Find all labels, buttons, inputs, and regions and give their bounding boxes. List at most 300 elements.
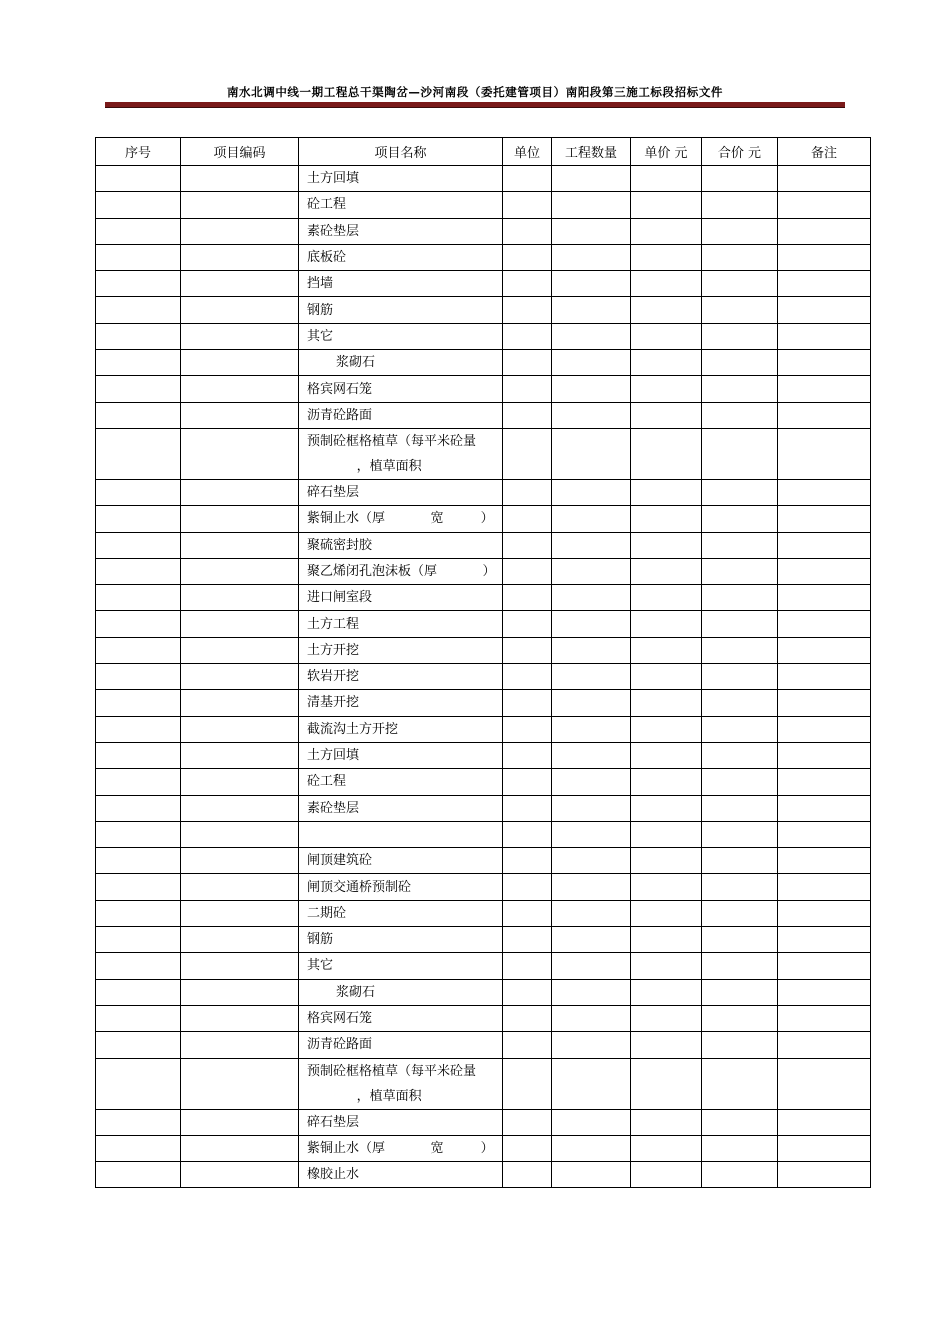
cell-index — [96, 402, 181, 428]
cell-remarks — [778, 979, 871, 1005]
cell-unit-price — [631, 402, 702, 428]
cell-total-price — [702, 350, 778, 376]
cell-remarks — [778, 506, 871, 532]
cell-unit — [503, 611, 552, 637]
page-header — [105, 84, 845, 108]
cell-unit-price — [631, 1162, 702, 1188]
cell-code — [181, 479, 299, 505]
cell-unit — [503, 769, 552, 795]
cell-quantity — [552, 323, 631, 349]
cell-code — [181, 192, 299, 218]
cell-unit — [503, 1032, 552, 1058]
cell-code — [181, 716, 299, 742]
cell-code — [181, 953, 299, 979]
cell-unit — [503, 192, 552, 218]
cell-quantity — [552, 297, 631, 323]
cell-name: 土方回填 — [299, 166, 503, 192]
cell-name: 其它 — [299, 953, 503, 979]
cell-index — [96, 742, 181, 768]
cell-unit — [503, 874, 552, 900]
cell-name — [299, 821, 503, 847]
cell-index — [96, 297, 181, 323]
cell-name: 钢筋 — [299, 297, 503, 323]
cell-total-price — [702, 979, 778, 1005]
cell-unit — [503, 637, 552, 663]
cell-unit-price — [631, 428, 702, 479]
cell-quantity — [552, 428, 631, 479]
cell-remarks — [778, 900, 871, 926]
cell-total-price — [702, 218, 778, 244]
cell-unit — [503, 927, 552, 953]
cell-index — [96, 1058, 181, 1109]
cell-unit-price — [631, 795, 702, 821]
cell-index — [96, 350, 181, 376]
table-row — [96, 927, 871, 953]
cell-unit-price — [631, 192, 702, 218]
cell-code — [181, 848, 299, 874]
cell-remarks — [778, 271, 871, 297]
column-header-code: 项目编码 — [181, 138, 299, 166]
cell-name: 其它 — [299, 323, 503, 349]
cell-unit-price — [631, 979, 702, 1005]
cell-remarks — [778, 927, 871, 953]
cell-remarks — [778, 192, 871, 218]
cell-quantity — [552, 479, 631, 505]
cell-name: 碎石垫层 — [299, 1109, 503, 1135]
cell-code — [181, 1109, 299, 1135]
cell-index — [96, 795, 181, 821]
cell-total-price — [702, 927, 778, 953]
cell-unit-price — [631, 1109, 702, 1135]
cell-code — [181, 558, 299, 584]
cell-remarks — [778, 1005, 871, 1031]
cell-total-price — [702, 821, 778, 847]
cell-total-price — [702, 900, 778, 926]
cell-code — [181, 428, 299, 479]
table-row — [96, 1162, 871, 1188]
cell-remarks — [778, 1032, 871, 1058]
cell-total-price — [702, 664, 778, 690]
cell-name: 格宾网石笼 — [299, 1005, 503, 1031]
cell-quantity — [552, 821, 631, 847]
cell-quantity — [552, 979, 631, 1005]
column-header-total-price: 合价 元 — [702, 138, 778, 166]
cell-total-price — [702, 428, 778, 479]
cell-quantity — [552, 585, 631, 611]
cell-unit-price — [631, 558, 702, 584]
cell-name: 素砼垫层 — [299, 218, 503, 244]
cell-name: 预制砼框格植草（每平米砼量 ，植草面积 — [299, 428, 503, 479]
cell-unit-price — [631, 690, 702, 716]
cell-code — [181, 297, 299, 323]
cell-unit — [503, 558, 552, 584]
cell-index — [96, 769, 181, 795]
cell-code — [181, 532, 299, 558]
cell-total-price — [702, 611, 778, 637]
cell-name: 土方开挖 — [299, 637, 503, 663]
cell-unit-price — [631, 532, 702, 558]
column-header-unit: 单位 — [503, 138, 552, 166]
cell-index — [96, 1109, 181, 1135]
cell-unit-price — [631, 953, 702, 979]
table-row — [96, 874, 871, 900]
document-title: 南水北调中线一期工程总干渠陶岔—沙河南段（委托建管项目）南阳段第三施工标段招标文件 — [226, 85, 724, 99]
cell-index — [96, 244, 181, 270]
table-row — [96, 769, 871, 795]
cell-unit-price — [631, 166, 702, 192]
cell-index — [96, 900, 181, 926]
cell-total-price — [702, 479, 778, 505]
cell-total-price — [702, 1162, 778, 1188]
table-row — [96, 979, 871, 1005]
cell-code — [181, 927, 299, 953]
cell-unit — [503, 716, 552, 742]
cell-unit-price — [631, 479, 702, 505]
cell-index — [96, 192, 181, 218]
cell-name: 碎石垫层 — [299, 479, 503, 505]
cell-name: 清基开挖 — [299, 690, 503, 716]
cell-unit-price — [631, 637, 702, 663]
table-row — [96, 479, 871, 505]
cell-total-price — [702, 376, 778, 402]
cell-unit — [503, 218, 552, 244]
cell-remarks — [778, 690, 871, 716]
cell-index — [96, 532, 181, 558]
cell-index — [96, 664, 181, 690]
table-row — [96, 1135, 871, 1161]
cell-remarks — [778, 350, 871, 376]
cell-unit-price — [631, 585, 702, 611]
cell-unit-price — [631, 611, 702, 637]
cell-unit — [503, 297, 552, 323]
cell-name: 挡墙 — [299, 271, 503, 297]
cell-remarks — [778, 428, 871, 479]
cell-name: 橡胶止水 — [299, 1162, 503, 1188]
cell-code — [181, 218, 299, 244]
column-header-quantity: 工程数量 — [552, 138, 631, 166]
cell-code — [181, 874, 299, 900]
cell-unit — [503, 1162, 552, 1188]
cell-unit-price — [631, 1135, 702, 1161]
cell-remarks — [778, 611, 871, 637]
cell-unit — [503, 350, 552, 376]
cell-unit — [503, 1135, 552, 1161]
cell-total-price — [702, 244, 778, 270]
cell-code — [181, 637, 299, 663]
cell-unit-price — [631, 769, 702, 795]
cell-quantity — [552, 795, 631, 821]
cell-quantity — [552, 690, 631, 716]
cell-quantity — [552, 218, 631, 244]
cell-quantity — [552, 848, 631, 874]
cell-quantity — [552, 1058, 631, 1109]
cell-unit-price — [631, 1058, 702, 1109]
cell-code — [181, 742, 299, 768]
cell-index — [96, 953, 181, 979]
cell-code — [181, 1005, 299, 1031]
cell-remarks — [778, 1162, 871, 1188]
cell-remarks — [778, 795, 871, 821]
cell-remarks — [778, 953, 871, 979]
table-row — [96, 350, 871, 376]
cell-quantity — [552, 558, 631, 584]
table-row — [96, 376, 871, 402]
cell-unit — [503, 585, 552, 611]
cell-unit — [503, 323, 552, 349]
cell-index — [96, 479, 181, 505]
cell-unit — [503, 979, 552, 1005]
cell-quantity — [552, 742, 631, 768]
cell-name: 钢筋 — [299, 927, 503, 953]
column-header-remarks: 备注 — [778, 138, 871, 166]
cell-remarks — [778, 848, 871, 874]
cell-name: 聚乙烯闭孔泡沫板（厚 ） — [299, 558, 503, 584]
cell-unit-price — [631, 848, 702, 874]
cell-code — [181, 585, 299, 611]
cell-remarks — [778, 637, 871, 663]
cell-quantity — [552, 769, 631, 795]
table-row — [96, 271, 871, 297]
cell-unit — [503, 690, 552, 716]
cell-name: 沥青砼路面 — [299, 1032, 503, 1058]
cell-name: 预制砼框格植草（每平米砼量 ，植草面积 — [299, 1058, 503, 1109]
cell-code — [181, 402, 299, 428]
cell-unit — [503, 376, 552, 402]
cell-remarks — [778, 742, 871, 768]
cell-quantity — [552, 664, 631, 690]
cell-unit — [503, 166, 552, 192]
cell-index — [96, 376, 181, 402]
cell-code — [181, 1162, 299, 1188]
cell-code — [181, 350, 299, 376]
table-row — [96, 821, 871, 847]
table-row — [96, 848, 871, 874]
cell-index — [96, 558, 181, 584]
column-header-unit-price: 单价 元 — [631, 138, 702, 166]
cell-total-price — [702, 402, 778, 428]
table-row — [96, 558, 871, 584]
cell-code — [181, 271, 299, 297]
table-row — [96, 664, 871, 690]
cell-remarks — [778, 376, 871, 402]
cell-name: 格宾网石笼 — [299, 376, 503, 402]
cell-index — [96, 1005, 181, 1031]
cell-quantity — [552, 271, 631, 297]
cell-name: 土方回填 — [299, 742, 503, 768]
column-header-index: 序号 — [96, 138, 181, 166]
cell-remarks — [778, 585, 871, 611]
header-rule — [105, 102, 845, 108]
cell-code — [181, 769, 299, 795]
cell-quantity — [552, 1135, 631, 1161]
cell-index — [96, 874, 181, 900]
cell-total-price — [702, 769, 778, 795]
cell-name: 紫铜止水（厚 宽 ） — [299, 506, 503, 532]
cell-unit — [503, 428, 552, 479]
cell-code — [181, 1135, 299, 1161]
cell-total-price — [702, 506, 778, 532]
table-row — [96, 637, 871, 663]
cell-name: 砼工程 — [299, 769, 503, 795]
cell-unit — [503, 821, 552, 847]
cell-code — [181, 795, 299, 821]
table-row — [96, 428, 871, 479]
cell-unit — [503, 664, 552, 690]
cell-remarks — [778, 166, 871, 192]
cell-total-price — [702, 1032, 778, 1058]
table-row — [96, 166, 871, 192]
cell-code — [181, 166, 299, 192]
cell-unit-price — [631, 1032, 702, 1058]
table-row — [96, 506, 871, 532]
cell-index — [96, 611, 181, 637]
cell-unit-price — [631, 218, 702, 244]
cell-quantity — [552, 166, 631, 192]
cell-remarks — [778, 1135, 871, 1161]
cell-index — [96, 218, 181, 244]
cell-unit — [503, 532, 552, 558]
cell-code — [181, 611, 299, 637]
cell-unit-price — [631, 716, 702, 742]
table-row — [96, 795, 871, 821]
table-row — [96, 323, 871, 349]
cell-quantity — [552, 1032, 631, 1058]
cell-name: 二期砼 — [299, 900, 503, 926]
cell-total-price — [702, 297, 778, 323]
cell-unit-price — [631, 927, 702, 953]
cell-index — [96, 848, 181, 874]
cell-remarks — [778, 558, 871, 584]
cell-quantity — [552, 637, 631, 663]
cell-unit-price — [631, 323, 702, 349]
cell-unit — [503, 848, 552, 874]
cell-code — [181, 376, 299, 402]
cell-quantity — [552, 927, 631, 953]
cell-quantity — [552, 532, 631, 558]
cell-index — [96, 716, 181, 742]
cell-remarks — [778, 532, 871, 558]
cell-total-price — [702, 742, 778, 768]
cell-total-price — [702, 1058, 778, 1109]
cell-total-price — [702, 1109, 778, 1135]
cell-name: 浆砌石 — [299, 350, 503, 376]
table-row — [96, 585, 871, 611]
cell-unit — [503, 506, 552, 532]
cell-index — [96, 821, 181, 847]
cell-index — [96, 323, 181, 349]
cell-quantity — [552, 1109, 631, 1135]
cell-remarks — [778, 218, 871, 244]
cell-code — [181, 244, 299, 270]
cell-total-price — [702, 323, 778, 349]
cell-code — [181, 506, 299, 532]
cell-total-price — [702, 953, 778, 979]
cell-index — [96, 927, 181, 953]
cell-remarks — [778, 1109, 871, 1135]
cell-unit — [503, 795, 552, 821]
table-row — [96, 532, 871, 558]
table-row — [96, 1005, 871, 1031]
cell-total-price — [702, 637, 778, 663]
cell-code — [181, 323, 299, 349]
cell-unit — [503, 1109, 552, 1135]
cell-unit-price — [631, 271, 702, 297]
cell-unit — [503, 1005, 552, 1031]
cell-index — [96, 1135, 181, 1161]
cell-quantity — [552, 900, 631, 926]
cell-index — [96, 979, 181, 1005]
table-row — [96, 1109, 871, 1135]
cell-name: 土方工程 — [299, 611, 503, 637]
cell-name: 截流沟土方开挖 — [299, 716, 503, 742]
table-row — [96, 297, 871, 323]
cell-quantity — [552, 953, 631, 979]
cell-index — [96, 506, 181, 532]
cell-remarks — [778, 664, 871, 690]
cell-code — [181, 690, 299, 716]
cell-quantity — [552, 350, 631, 376]
cell-quantity — [552, 874, 631, 900]
cell-total-price — [702, 874, 778, 900]
cell-unit-price — [631, 376, 702, 402]
cell-code — [181, 821, 299, 847]
cell-total-price — [702, 192, 778, 218]
table-row — [96, 690, 871, 716]
table-row — [96, 1058, 871, 1109]
cell-total-price — [702, 1005, 778, 1031]
cell-remarks — [778, 479, 871, 505]
cell-quantity — [552, 402, 631, 428]
cell-remarks — [778, 402, 871, 428]
cell-unit — [503, 244, 552, 270]
cell-total-price — [702, 532, 778, 558]
table-row — [96, 192, 871, 218]
cell-name: 沥青砼路面 — [299, 402, 503, 428]
cell-total-price — [702, 848, 778, 874]
table-row — [96, 244, 871, 270]
cell-remarks — [778, 297, 871, 323]
cell-quantity — [552, 244, 631, 270]
cell-code — [181, 979, 299, 1005]
cell-total-price — [702, 1135, 778, 1161]
cell-index — [96, 166, 181, 192]
table-row — [96, 742, 871, 768]
cell-unit-price — [631, 874, 702, 900]
cell-remarks — [778, 874, 871, 900]
cell-quantity — [552, 716, 631, 742]
cell-index — [96, 1032, 181, 1058]
cell-index — [96, 637, 181, 663]
cell-unit-price — [631, 506, 702, 532]
cell-unit — [503, 479, 552, 505]
cell-name: 砼工程 — [299, 192, 503, 218]
cell-quantity — [552, 1162, 631, 1188]
cell-unit — [503, 742, 552, 768]
cell-name: 聚硫密封胶 — [299, 532, 503, 558]
cell-unit — [503, 402, 552, 428]
cell-unit — [503, 900, 552, 926]
cell-quantity — [552, 506, 631, 532]
cell-unit-price — [631, 297, 702, 323]
cell-name: 紫铜止水（厚 宽 ） — [299, 1135, 503, 1161]
cell-index — [96, 585, 181, 611]
cell-remarks — [778, 716, 871, 742]
cell-total-price — [702, 716, 778, 742]
cell-code — [181, 664, 299, 690]
cell-name: 软岩开挖 — [299, 664, 503, 690]
cell-unit-price — [631, 900, 702, 926]
table-row — [96, 716, 871, 742]
